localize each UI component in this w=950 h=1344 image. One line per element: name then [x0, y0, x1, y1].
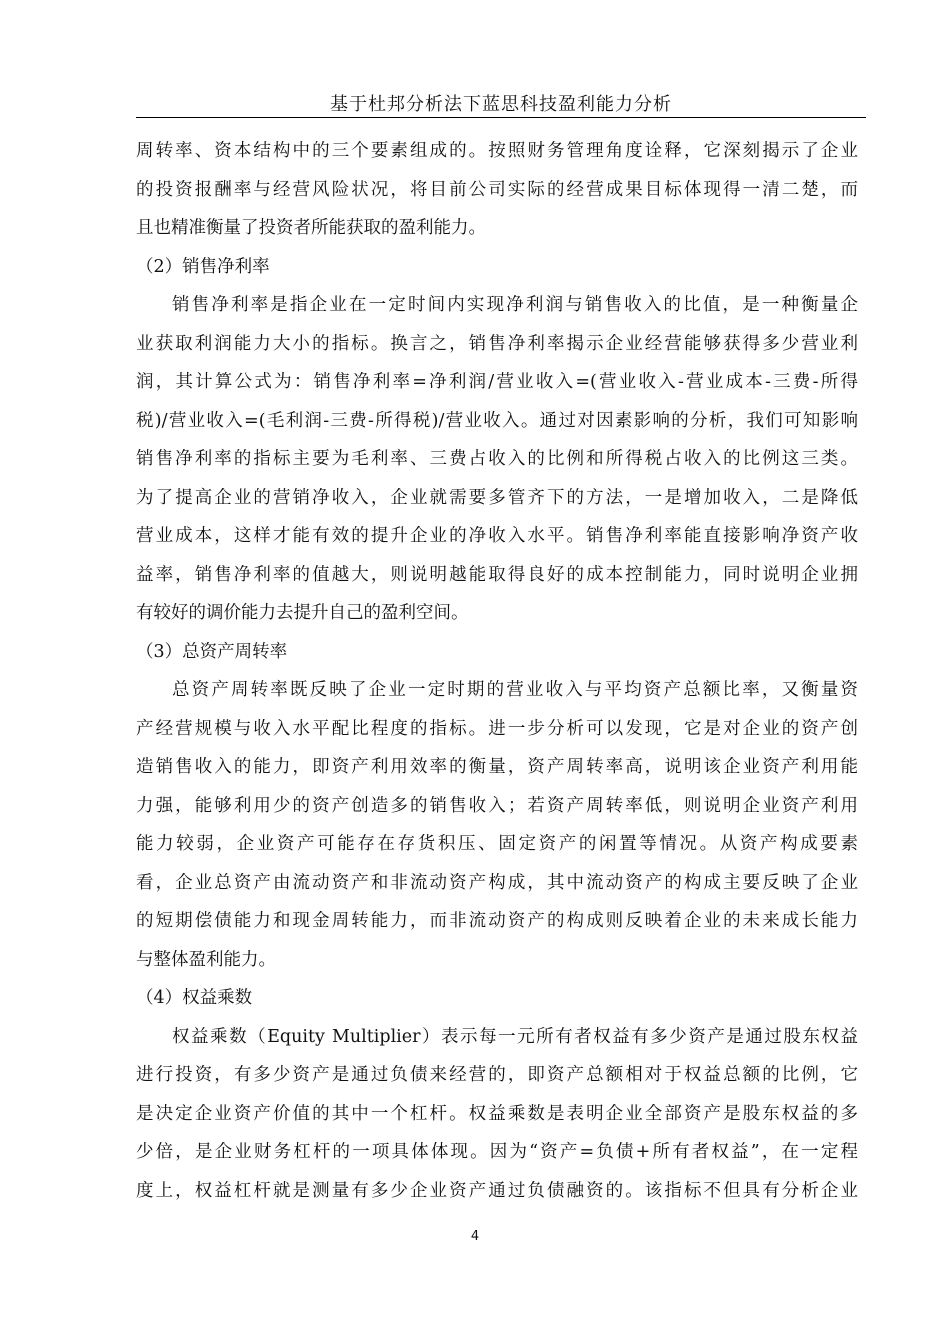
text-line: 且也精准衡量了投资者所能获取的盈利能力。 — [136, 218, 486, 238]
text-line: 有较好的调价能力去提升自己的盈利空间。 — [136, 603, 469, 623]
section-heading: （4）权益乘数 — [136, 988, 253, 1008]
page-number: 4 — [470, 1229, 480, 1244]
text-line: 少倍，是企业财务杠杆的一项具体体现。因为“资产=负债+所有者权益”，在一定程 — [136, 1142, 858, 1162]
text-line: 能力较弱，企业资产可能存在存货积压、固定资产的闲置等情况。从资产构成要素 — [136, 834, 858, 854]
text-line: 造销售收入的能力，即资产利用效率的衡量，资产周转率高，说明该企业资产利用能 — [136, 757, 858, 777]
text-line: 与整体盈利能力。 — [136, 949, 276, 970]
text-line: 看，企业总资产由流动资产和非流动资产构成，其中流动资产的构成主要反映了企业 — [136, 872, 858, 893]
section-heading: （3）总资产周转率 — [136, 641, 288, 662]
text-line: 业获取利润能力大小的指标。换言之，销售净利率揭示企业经营能够获得多少营业利 — [136, 333, 858, 354]
section-heading: （2）销售净利率 — [136, 256, 270, 277]
paragraph — [136, 1018, 858, 1211]
document-body — [136, 132, 858, 1210]
text-line: 销售净利率是指企业在一定时间内实现净利润与销售收入的比值，是一种衡量企 — [172, 295, 858, 315]
text-line: 总资产周转率既反映了企业一定时期的营业收入与平均资产总额比率，又衡量资 — [172, 680, 858, 700]
text-line: 力强，能够利用少的资产创造多的销售收入；若资产周转率低，则说明企业资产利用 — [136, 795, 858, 816]
text-line: 的短期偿债能力和现金周转能力，而非流动资产的构成则反映着企业的未来成长能力 — [136, 911, 858, 931]
text-line: 营业成本，这样才能有效的提升企业的净收入水平。销售净利率能直接影响净资产收 — [136, 526, 858, 546]
paragraph — [136, 286, 858, 633]
header-rule — [136, 117, 866, 118]
text-line: 税)/营业收入=(毛利润-三费-所得税)/营业收入。通过对因素影响的分析，我们可知影响 — [136, 410, 858, 431]
text-line: 产经营规模与收入水平配比程度的指标。进一步分析可以发现，它是对企业的资产创 — [136, 718, 858, 739]
text-line: 益率，销售净利率的值越大，则说明越能取得良好的成本控制能力，同时说明企业拥 — [136, 564, 858, 585]
paragraph — [136, 671, 858, 979]
paragraph — [136, 132, 858, 248]
text-line: 为了提高企业的营销净收入，企业就需要多管齐下的方法，一是增加收入，二是降低 — [136, 487, 858, 508]
text-line: 度上，权益杠杆就是测量有多少企业资产通过负债融资的。该指标不但具有分析企业 — [136, 1180, 858, 1201]
text-line: 是决定企业资产价值的其中一个杠杆。权益乘数是表明企业全部资产是股东权益的多 — [136, 1103, 858, 1124]
text-line: 周转率、资本结构中的三个要素组成的。按照财务管理角度诠释，它深刻揭示了企业 — [136, 141, 858, 161]
text-line: 进行投资，有多少资产是通过负债来经营的，即资产总额相对于权益总额的比例，它 — [136, 1065, 858, 1085]
text-line: 的投资报酬率与经营风险状况，将目前公司实际的经营成果目标体现得一清二楚，而 — [136, 179, 858, 200]
text-line: 权益乘数（Equity Multiplier）表示每一元所有者权益有多少资产是通过股东权益 — [172, 1026, 858, 1047]
running-header: 基于杜邦分析法下蓝思科技盈利能力分析 — [330, 94, 672, 115]
text-line: 销售净利率的指标主要为毛利率、三费占收入的比例和所得税占收入的比例这三类。 — [136, 449, 858, 469]
text-line: 润，其计算公式为：销售净利率=净利润/营业收入=(营业收入-营业成本-三费-所得 — [136, 372, 858, 392]
